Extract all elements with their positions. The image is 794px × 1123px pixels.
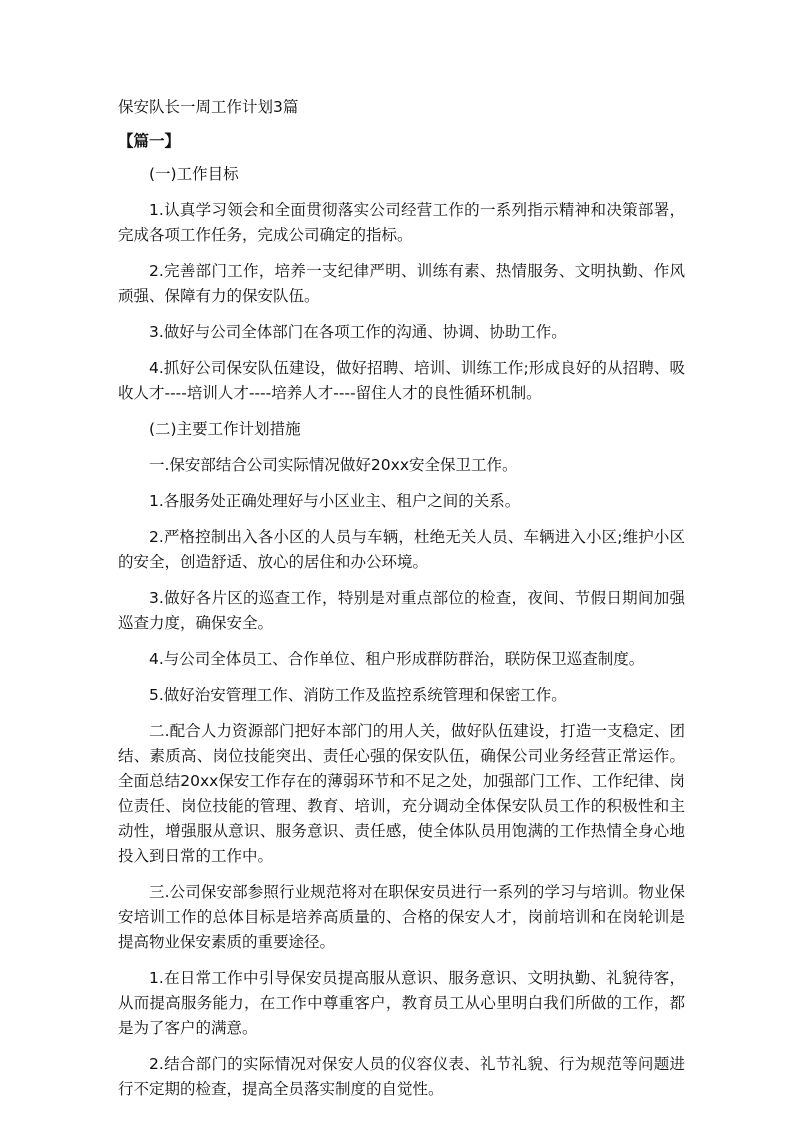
paragraph: 一.保安部结合公司实际情况做好20xx安全保卫工作。 <box>149 456 518 474</box>
paragraph: 三.公司保安部参照行业规范将对在职保安员进行一系列的学习与培训。物业保安培训工作的总体目标是培养高质量的、合格的保安人才，岗前培训和在岗轮训是提高物业保安素质的重要途径。 <box>118 883 685 951</box>
section-label: 【篇一】 <box>118 132 181 150</box>
paragraph: 1.认真学习领会和全面贯彻落实公司经营工作的一系列指示精神和决策部署，完成各项工作任务，完成公司确定的指标。 <box>118 201 685 244</box>
document-title: 保安队长一周工作计划3篇 <box>118 98 299 116</box>
document-body <box>118 92 685 1113</box>
paragraph: 3.做好各片区的巡查工作，特别是对重点部位的检查，夜间、节假日期间加强巡查力度，确保安全。 <box>118 589 685 632</box>
paragraph: 4.与公司全体员工、合作单位、租户形成群防群治，联防保卫巡查制度。 <box>149 650 645 668</box>
paragraph: 2.结合部门的实际情况对保安人员的仪容仪表、礼节礼貌、行为规范等问题进行不定期的检查，提高全员落实制度的自觉性。 <box>118 1055 685 1098</box>
heading-work-goals: (一)工作目标 <box>149 165 239 183</box>
paragraph: 1.在日常工作中引导保安员提高服从意识、服务意识、文明执勤、礼貌待客，从而提高服务能力，在工作中尊重客户，教育员工从心里明白我们所做的工作，都是为了客户的满意。 <box>118 969 685 1037</box>
paragraph: 5.做好治安管理工作、消防工作及监控系统管理和保密工作。 <box>149 686 567 704</box>
paragraph: 二.配合人力资源部门把好本部门的用人关，做好队伍建设，打造一支稳定、团结、素质高、岗位技能突出、责任心强的保安队伍，确保公司业务经营正常运作。全面总结20xx保安工作存在的薄弱环节和不足之处，加强部门工作、工作纪律、岗位责任、岗位技能的管理、教育、培训，充分调动全体保安队员工作的积极性和主动性，增强服从意识、服务意识、责任感，使全体队员用饱满的工作热情全身心地投入到日常的工作中。 <box>118 722 685 865</box>
paragraph: 1.各服务处正确处理好与小区业主、租户之间的关系。 <box>149 492 521 510</box>
paragraph: 2.完善部门工作，培养一支纪律严明、训练有素、热情服务、文明执勤、作风顽强、保障有力的保安队伍。 <box>118 262 685 305</box>
paragraph: 2.严格控制出入各小区的人员与车辆，杜绝无关人员、车辆进入小区;维护小区的安全，创造舒适、放心的居住和办公环境。 <box>118 528 685 571</box>
paragraph: 3.做好与公司全体部门在各项工作的沟通、协调、协助工作。 <box>149 323 567 341</box>
heading-main-measures: (二)主要工作计划措施 <box>149 420 301 438</box>
paragraph: 4.抓好公司保安队伍建设，做好招聘、培训、训练工作;形成良好的从招聘、吸收人才----培训人才----培养人才----留住人才的良性循环机制。 <box>118 359 685 402</box>
